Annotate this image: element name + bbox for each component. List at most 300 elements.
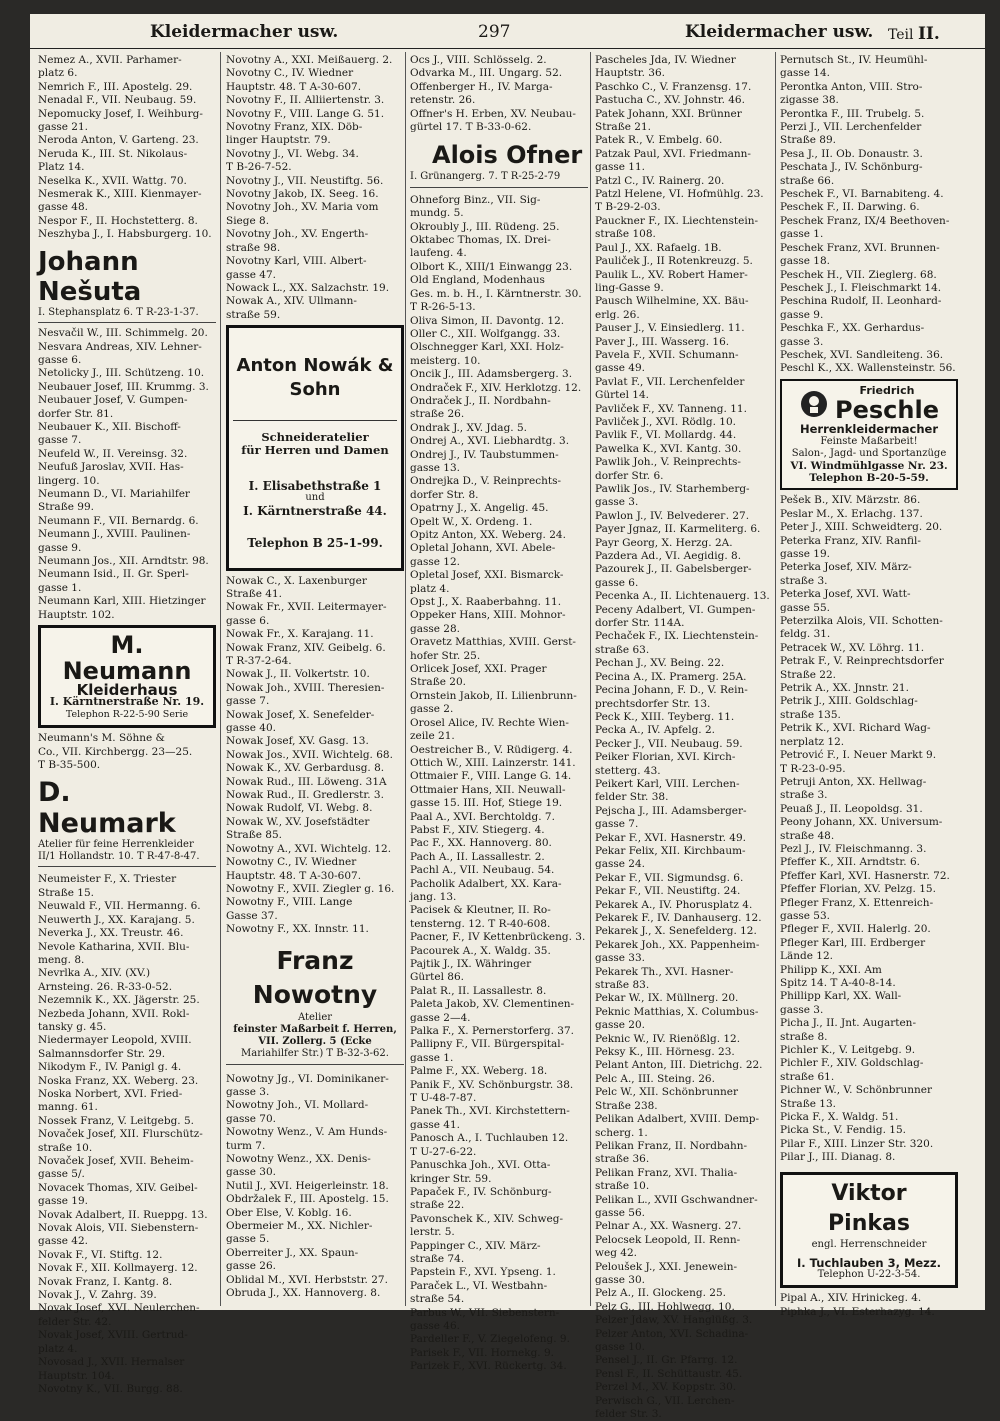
directory-page (30, 14, 985, 1421)
ad-line: feinster Maßarbeit f. Herren, (233, 1023, 397, 1035)
directory-entry-line: Novotny Franz, XIX. Döb- (226, 121, 363, 134)
ad-viktor-pinkas (780, 1172, 958, 1288)
directory-entry-line: gasse 70. (226, 1112, 277, 1125)
directory-entry-line: Neufeld W., II. Vereinsg. 32. (38, 447, 188, 460)
directory-entry-line: gasse 14. (780, 67, 831, 80)
directory-entry-line: Straße 99. (38, 501, 94, 514)
directory-entry-line: Payer Jgnaz, II. Karmeliterg. 6. (595, 523, 761, 536)
directory-entry-line: Neumann Karl, XIII. Hietzinger (38, 595, 206, 608)
directory-entry-line: Novotny A., XXI. Meißauerg. 2. (226, 54, 393, 66)
directory-entry-line: Pawlik Jos., IV. Starhemberg- (595, 483, 750, 495)
directory-entry-line: straße 59. (226, 308, 281, 321)
directory-entry-line: Gürtel 14. (595, 389, 649, 402)
directory-entry-line: Oberreiter J., XX. Spaun- (226, 1246, 359, 1259)
directory-entry-line: Neubauer Josef, III. Krummg. 3. (38, 380, 209, 393)
directory-entry-line: gasse 21. (38, 121, 89, 134)
directory-entry-line: Straße 21. (595, 121, 651, 134)
directory-entry-line: Hauptstr. 36. (595, 67, 665, 80)
directory-entry-line: Pallipny F., VII. Bürgerspital- (410, 1038, 565, 1051)
directory-entry-line: Pelzer Jdaw, XV. Hanglüßg. 3. (595, 1314, 753, 1327)
directory-entry-line: gasse 19. (38, 1195, 89, 1208)
directory-entry-line: Neubauer K., XII. Bischoff- (38, 420, 181, 433)
directory-entry-line: Pfleger Karl, III. Erdberger (780, 936, 926, 949)
ad-line: II/1 Hollandstr. 10. T R-47-8-47. (38, 851, 200, 863)
directory-entry-line: Pekarek Joh., XX. Pappenheim- (595, 938, 760, 951)
directory-entry-line: turm 7. (226, 1139, 266, 1152)
directory-entry-line: Pesa J., II. Ob. Donaustr. 3. (780, 147, 923, 160)
directory-entry-line: Petracek W., XV. Löhrg. 11. (780, 641, 925, 654)
directory-entry-line: Pfeffer Karl, XVI. Hasnerstr. 72. (780, 869, 950, 882)
directory-entry-line: Patzl C., IV. Rainerg. 20. (595, 174, 725, 187)
directory-entry-line: Pešek B., XIV. Märzstr. 86. (780, 494, 921, 507)
directory-entry-line: Ondrejka D., V. Reinprechts- (410, 475, 562, 488)
directory-entry-line: tansky g. 45. (38, 1020, 107, 1033)
directory-entry-line: Peiker Florian, XVI. Kirch- (595, 751, 736, 764)
directory-entry-line: straße 83. (595, 979, 650, 992)
directory-entry-line: Okroubly J., III. Rüdeng. 25. (410, 220, 560, 233)
directory-entry-line: Pechaček F., IX. Liechtenstein- (595, 630, 759, 643)
entry-list (226, 575, 404, 936)
entry-list (38, 873, 216, 1395)
directory-entry-line: Pardeller F., V. Ziegelofeng. 9. (410, 1333, 570, 1346)
directory-entry-line: Papaček F., IV. Schönburg- (410, 1185, 552, 1198)
ad-title: Viktor Pinkas (828, 1180, 910, 1236)
directory-entry-line: straße 63. (595, 643, 650, 656)
directory-entry-line: Palka F., X. Pernerstorferg. 37. (410, 1025, 574, 1038)
directory-entry-line: Oblidal M., XVI. Herbststr. 27. (226, 1273, 388, 1286)
directory-entry-line: Patzak Paul, XVI. Friedmann- (595, 147, 751, 160)
directory-entry-line: Novak Alois, VII. Siebenstern- (38, 1222, 199, 1235)
ad-line: Friedrich (859, 383, 915, 397)
directory-entry-line: Pacourek A., X. Waldg. 35. (410, 944, 551, 957)
directory-entry-line: Oller C., XII. Wolfgangg. 33. (410, 327, 561, 340)
directory-entry-line: Neumann F., VII. Bernardg. 6. (38, 514, 199, 527)
directory-entry-line: Olbort K., XIII/1 Einwangg 23. (410, 260, 573, 273)
directory-entry-line: Pekarek Th., XVI. Hasner- (595, 965, 734, 978)
ad-address: I. Stephansplatz 6. T R-23-1-37. (38, 306, 199, 318)
directory-entry-line: Ges. m. b. H., I. Kärntnerstr. 30. (410, 287, 582, 300)
directory-entry-line: Nowak J., II. Volkertstr. 10. (226, 668, 370, 681)
directory-entry-line: Salmannsdorfer Str. 29. (38, 1047, 166, 1060)
directory-entry-line: Neruda K., III. St. Nikolaus- (38, 147, 188, 160)
directory-entry-line: Opitz Anton, XX. Weberg. 24. (410, 529, 566, 541)
directory-entry-line: Straße 238. (595, 1099, 658, 1112)
directory-entry-line: Neverka J., XX. Treustr. 46. (38, 927, 184, 940)
directory-entry-line: Platz 14. (38, 161, 85, 174)
directory-entry-line: gasse 7. (38, 434, 82, 447)
directory-entry-line: Parbus W., VII. Siebenstern- (410, 1306, 560, 1319)
column-divider (220, 52, 221, 1306)
directory-entry-line: Paschko C., V. Franzensg. 17. (595, 80, 752, 93)
directory-entry-line: gasse 55. (780, 601, 831, 614)
directory-entry-line: Pfeffer K., XII. Arndtstr. 6. (780, 856, 920, 869)
directory-entry-line: gasse 6. (595, 576, 639, 589)
directory-entry-line: erlg. 26. (595, 308, 640, 321)
directory-entry-line: Nemez A., XVII. Parhamer- (38, 54, 182, 66)
directory-entry-line: Olschnegger Karl, XXI. Holz- (410, 341, 564, 354)
directory-entry-line: Nevrlka A., XIV. (XV.) (38, 967, 151, 980)
directory-entry-line: Paul J., XX. Rafaelg. 1B. (595, 241, 722, 254)
directory-entry-line: Novotny K., VII. Burgg. 88. (38, 1382, 183, 1395)
directory-entry-line: Neumann D., VI. Mariahilfer (38, 487, 190, 500)
directory-entry-line: gasse 1. (410, 1051, 454, 1064)
directory-entry-line: Neroda Anton, V. Garteng. 23. (38, 134, 199, 147)
directory-entry-line: Ondraček J., II. Nordbahn- (410, 394, 551, 407)
directory-entry-line: Picha J., II. Jnt. Augarten- (780, 1017, 916, 1030)
directory-entry-line: gasse 11. (595, 161, 646, 174)
ad-title: Peschle (835, 396, 939, 425)
directory-entry-line: T U-27-6-22. (410, 1145, 477, 1158)
directory-entry-line: Nowotny C., IV. Wiedner (226, 856, 357, 869)
ad-phone: Telephon B-20-5-59. (809, 471, 929, 484)
directory-entry-line: Offenberger H., IV. Marga- (410, 80, 553, 93)
directory-entry-line: gasse 42. (38, 1235, 89, 1248)
directory-entry-line: straße 3. (780, 574, 828, 587)
directory-entry-line: Nutil J., XVI. Heigerleinstr. 18. (226, 1179, 389, 1192)
directory-entry-line: Obruda J., XX. Hannoverg. 8. (226, 1287, 381, 1300)
directory-entry-line: Gürtel 86. (410, 971, 464, 984)
directory-entry-line: Palme F., XX. Weberg. 18. (410, 1065, 548, 1078)
directory-entry-line: Novotny F., VIII. Lange G. 51. (226, 107, 385, 120)
directory-entry-line: Pecenka A., II. Lichtenauerg. 13. (595, 590, 770, 603)
directory-entry-line: Neszhyba J., I. Habsburgerg. 10. (38, 228, 212, 241)
directory-entry-line: Ondrej A., XVI. Liebhardtg. 3. (410, 435, 570, 448)
directory-entry-line: gasse 24. (595, 858, 646, 871)
directory-entry-line: straße 135. (780, 708, 841, 721)
directory-entry-line: T R-37-2-64. (226, 655, 292, 667)
directory-entry-line: Novotny F., II. Alliiertenstr. 3. (226, 94, 385, 107)
directory-entry-line: straße 108. (595, 228, 656, 241)
directory-entry-line: Novak Josef, XVIII. Gertrud- (38, 1329, 188, 1342)
ad-alois-ofner (410, 139, 588, 187)
directory-entry-line: Picka F., X. Waldg. 51. (780, 1111, 899, 1124)
directory-entry-line: Straße 22. (780, 668, 836, 681)
directory-entry-line: Ornstein Jakob, II. Lilienbrunn- (410, 689, 577, 702)
directory-entry-line: Paulik L., XV. Robert Hamer- (595, 268, 748, 281)
ad-header-row (786, 385, 952, 423)
directory-entry-line: gasse 6. (226, 614, 270, 627)
directory-entry-line: Nesmerak K., XIII. Kienmayer- (38, 188, 202, 201)
directory-entry-line: laufeng. 4. (410, 247, 467, 260)
directory-entry-line: gasse 1. (38, 581, 82, 594)
directory-entry-line: Neufuß Jaroslav, XVII. Has- (38, 461, 184, 474)
directory-entry-line: Phillipp Karl, XX. Wall- (780, 990, 902, 1003)
directory-entry-line: Ottmaier F., VIII. Lange G. 14. (410, 770, 572, 783)
directory-entry-line: T U-48-7-87. (410, 1092, 477, 1105)
directory-entry-line: linger Hauptstr. 79. (226, 134, 331, 147)
directory-entry-line: Pastucha C., XV. Johnstr. 46. (595, 94, 745, 107)
directory-entry-line: Nepomucky Josef, I. Weihburg- (38, 107, 203, 120)
directory-entry-line: Nowak Fr., X. Karajang. 11. (226, 628, 374, 641)
directory-entry-line: straße 10. (595, 1180, 650, 1193)
directory-entry-line: gasse 1. (780, 228, 824, 241)
directory-entry-line: Pilar F., XIII. Linzer Str. 320. (780, 1137, 934, 1150)
directory-entry-line: gasse 2. (410, 703, 454, 716)
directory-entry-line: Pecina A., IX. Pramerg. 25A. (595, 670, 747, 683)
directory-entry-line: Nowotny F., VIII. Lange (226, 896, 353, 909)
directory-entry-line: Novak F., XII. Kollmayerg. 12. (38, 1262, 198, 1275)
directory-entry-line: Pekarek J., X. Senefelderg. 12. (595, 925, 757, 938)
directory-entry-line: Palat R., II. Lassallestr. 8. (410, 984, 547, 997)
directory-entry-line: gasse 13. (410, 461, 461, 474)
directory-entry-line: gasse 7. (595, 818, 639, 831)
directory-entry-line: Pecka A., IV. Apfelg. 2. (595, 724, 715, 737)
directory-entry-line: Pernutsch St., IV. Heumühl- (780, 54, 928, 66)
directory-entry-line: Peterka Franz, XIV. Ranfil- (780, 534, 921, 547)
column-2 (226, 54, 404, 1300)
directory-entry-line: gasse 40. (226, 722, 277, 735)
directory-entry-line: Pausch Wilhelmine, XX. Bäu- (595, 295, 749, 308)
directory-entry-line: Nowotny Jg., VI. Dominikaner- (226, 1072, 389, 1085)
directory-entry-line: zeile 21. (410, 730, 455, 743)
directory-entry-line: Pensel J., II. Gr. Pfarrg. 12. (595, 1354, 738, 1367)
directory-entry-line: gasse 30. (595, 1273, 646, 1286)
directory-entry-line: Nowak Fr., XVII. Leitermayer- (226, 601, 387, 614)
directory-entry-line: Nowak Rudolf, VI. Webg. 8. (226, 802, 373, 815)
directory-entry-line: Panik F., XV. Schönburgstr. 38. (410, 1078, 574, 1091)
directory-entry-line: T B-29-2-03. (595, 201, 661, 214)
directory-entry-line: felder Str. 3. (595, 1408, 662, 1421)
directory-entry-line: straße 61. (780, 1070, 835, 1083)
ad-line: und (305, 492, 325, 504)
directory-entry-line: Novotny Joh., XV. Maria vom (226, 201, 379, 214)
entry-list (38, 327, 216, 621)
directory-entry-line: Opletal Johann, XVI. Abele- (410, 542, 556, 555)
ad-phone: Telephon R-22-5-90 Serie (65, 708, 189, 720)
directory-entry-line: Peceny Adalbert, VI. Gumpen- (595, 603, 756, 616)
directory-entry-line: Petrik A., XX. Jnnstr. 21. (780, 682, 909, 695)
directory-entry-line: gasse 3. (780, 335, 824, 348)
directory-entry-line: gasse 9. (780, 308, 824, 321)
directory-entry-line: Pelnar A., XX. Wasnerg. 27. (595, 1220, 742, 1233)
directory-entry-line: Peknic Matthias, X. Columbus- (595, 1005, 759, 1018)
directory-entry-line: Peikert Karl, VIII. Lerchen- (595, 777, 740, 790)
directory-entry-line: Peterka Josef, XIV. März- (780, 561, 912, 574)
ad-line: Mariahilfer Str.) T B-32-3-62. (241, 1047, 389, 1059)
directory-entry-line: Opatrny J., X. Angelig. 45. (410, 502, 549, 515)
directory-entry-line: Ocs J., VIII. Schlösselg. 2. (410, 54, 547, 66)
directory-entry-line: Peschek Franz, XVI. Brunnen- (780, 241, 940, 254)
directory-entry-line: dorfer Str. 114A. (595, 617, 685, 630)
directory-entry-line: Hauptstr. 48. T A-30-607. (226, 80, 362, 93)
directory-entry-line: Co., VII. Kirchbergg. 23—25. (38, 745, 193, 758)
directory-entry-line: manng. 61. (38, 1101, 98, 1114)
directory-entry-line: Ottich W., XIII. Lainzerstr. 141. (410, 756, 576, 769)
directory-entry-line: Novak Adalbert, II. Rueppg. 13. (38, 1208, 208, 1221)
directory-entry-line: feldg. 31. (780, 628, 831, 641)
directory-entry-line: Pavela F., XVII. Schumann- (595, 348, 739, 361)
ad-phone: Telephon U-22-3-54. (817, 1269, 921, 1281)
directory-entry-line: Pekar F., VII. Sigmundsg. 6. (595, 871, 744, 884)
directory-entry-line: platz 4. (410, 582, 450, 595)
directory-entry-line: Petrik K., XVI. Richard Wag- (780, 722, 931, 735)
directory-entry-line: Pichler F., XIV. Goldschlag- (780, 1057, 924, 1070)
column-3 (410, 54, 588, 1374)
directory-entry-line: Offner's H. Erben, XV. Neubau- (410, 107, 576, 120)
directory-entry-line: gasse 10. (595, 1341, 646, 1353)
directory-entry-line: Peschek, XVI. Sandleiteng. 36. (780, 348, 944, 361)
directory-entry-line: Oktabec Thomas, IX. Drei- (410, 234, 551, 247)
directory-entry-line: Novak F., VI. Stiftg. 12. (38, 1248, 163, 1261)
ad-franz-nowotny (226, 944, 404, 1065)
directory-entry-line: scherg. 1. (595, 1126, 648, 1139)
directory-entry-line: Paver J., III. Wasserg. 16. (595, 335, 730, 348)
directory-entry-line: Pacner, F., IV Kettenbrückeng. 3. (410, 931, 586, 944)
directory-entry-line: Peschek H., VII. Zieglerg. 68. (780, 268, 937, 281)
directory-entry-line: lingerg. 10. (38, 474, 100, 487)
directory-entry-line: Peuaß J., II. Leopoldsg. 31. (780, 802, 923, 815)
directory-entry-line: mundg. 5. (410, 207, 464, 220)
directory-entry-line: straße 26. (410, 408, 465, 421)
directory-entry-line: hofer Str. 25. (410, 649, 481, 662)
directory-entry-line: Novosad J., XVII. Hernalser (38, 1356, 185, 1369)
directory-entry-line: straße 22. (410, 1199, 465, 1212)
directory-entry-line: straße 66. (780, 174, 835, 187)
directory-entry-line: Oravetz Matthias, XVIII. Gerst- (410, 636, 576, 649)
directory-entry-line: Nowotny F., XVII. Ziegler g. 16. (226, 882, 395, 895)
directory-entry-line: gasse 5. (226, 1233, 270, 1246)
directory-entry-line: Peschka F., XX. Gerhardus- (780, 322, 925, 335)
directory-entry-line: Netolicky J., III. Schützeng. 10. (38, 367, 205, 380)
directory-entry-line: Pekar W., IX. Müllnerg. 20. (595, 992, 739, 1005)
directory-entry-line: straße 48. (780, 829, 835, 842)
directory-entry-line: Opelt W., X. Ordeng. 1. (410, 515, 533, 528)
directory-entry-line: gasse 2—4. (410, 1011, 471, 1024)
directory-entry-line: gasse 9. (38, 541, 82, 554)
directory-entry-line: Ondrej J., IV. Taubstummen- (410, 448, 559, 461)
directory-entry-line: Peschek F., VI. Barnabiteng. 4. (780, 188, 944, 201)
directory-entry-line: gasse 47. (226, 268, 277, 281)
directory-entry-line: Peschek F., II. Darwing. 6. (780, 201, 920, 214)
directory-entry-line: Pelz G., III. Hohlwegg. 10. (595, 1300, 735, 1313)
directory-entry-line: Pelikan Adalbert, XVIII. Demp- (595, 1113, 760, 1126)
ad-address: I. Grünangerg. 7. T R-25-2-79 (410, 171, 561, 183)
entry-list (595, 54, 773, 1420)
directory-entry-line: Ondrak J., XV. Jdag. 5. (410, 421, 527, 434)
directory-entry-line: Peloušek J., XXI. Jenewein- (595, 1260, 738, 1273)
directory-entry-line: Nowotny Wenz., V. Am Hunds- (226, 1126, 388, 1139)
ad-title: Anton Nowák & Sohn (233, 336, 397, 421)
directory-entry-line: Pawelka K., XVI. Kantg. 30. (595, 442, 742, 455)
ad-phone: Telephon B 25-1-99. (247, 536, 383, 551)
directory-entry-line: Pechan J., XV. Being. 22. (595, 657, 725, 670)
directory-entry-line: Pelc A., III. Steing. 26. (595, 1072, 715, 1085)
directory-entry-line: Gasse 37. (226, 909, 278, 922)
directory-entry-line: Oppeker Hans, XIII. Mohnor- (410, 609, 566, 622)
directory-entry-line: gasse 56. (595, 1206, 646, 1219)
directory-entry-line: Perzel M., XV. Koppstr. 30. (595, 1381, 737, 1394)
directory-entry-line: Novotny Jakob, IX. Seeg. 16. (226, 188, 379, 201)
directory-entry-line: Nowak C., X. Laxenburger (226, 574, 367, 587)
directory-entry-line: Arnsteing. 26. R-33-0-52. (38, 980, 173, 993)
directory-entry-line: gasse 12. (410, 555, 461, 568)
directory-entry-line: Nowak Joh., XVIII. Theresien- (226, 681, 385, 694)
directory-entry-line: Nossek Franz, V. Leitgebg. 5. (38, 1114, 194, 1127)
directory-entry-line: Pelikan Franz, XVI. Thalia- (595, 1166, 738, 1179)
directory-entry-line: Pauser J., V. Einsiedlerg. 11. (595, 322, 745, 335)
directory-entry-line: Nowotny Joh., VI. Mollard- (226, 1099, 369, 1112)
directory-entry-line: Payr Georg, X. Herzg. 2A. (595, 536, 733, 549)
ad-title: D. Neumark (38, 777, 176, 840)
directory-entry-line: Perontka F., III. Trubelg. 5. (780, 107, 925, 120)
directory-entry-line: Pekarek A., IV. Phorusplatz 4. (595, 898, 753, 911)
directory-entry-line: Perzi J., VII. Lerchenfelder (780, 121, 922, 134)
column-divider (405, 52, 406, 1306)
eagle-emblem-icon (799, 389, 829, 419)
directory-entry-line: Ondraček F., XIV. Herklotzg. 12. (410, 381, 582, 394)
directory-entry-line: Pauliček J., II Rotenkreuzg. 5. (595, 255, 753, 268)
directory-entry-line: Nowak K., XV. Gerbardusg. 8. (226, 762, 385, 775)
directory-entry-line: meng. 8. (38, 953, 85, 966)
directory-entry-line: Novacek Thomas, XIV. Geibel- (38, 1181, 198, 1194)
directory-entry-line: Peslar M., X. Erlachg. 137. (780, 507, 923, 520)
directory-entry-line: Nesvara Andreas, XIV. Lehner- (38, 340, 202, 353)
directory-entry-line: Peksy K., III. Hörnesg. 23. (595, 1046, 735, 1059)
directory-entry-line: Oestreicher B., V. Rüdigerg. 4. (410, 743, 573, 756)
directory-entry-line: straße 74. (410, 1252, 465, 1265)
directory-entry-line: Peschl K., XX. Wallensteinstr. 56. (780, 362, 956, 375)
directory-entry-line: gasse 20. (595, 1019, 646, 1032)
directory-entry-line: Novaček Josef, XVII. Beheim- (38, 1155, 194, 1167)
directory-entry-line: Nowak Rud., III. Löweng. 31A (226, 775, 387, 788)
directory-entry-line: felder Str. 42. (38, 1315, 112, 1328)
ad-line: I. Elisabethstraße 1 (248, 478, 382, 493)
directory-entry-line: Obdržalek F., III. Apostelg. 15. (226, 1193, 389, 1206)
ad-line: Herrenkleidermacher (799, 422, 938, 437)
directory-entry-line: Pejscha J., III. Adamsberger- (595, 804, 747, 817)
directory-entry-line: felder Str. 38. (595, 791, 669, 804)
directory-entry-line: Pfleger Franz, X. Ettenreich- (780, 896, 934, 909)
directory-entry-line: retenstr. 26. (410, 94, 476, 107)
directory-entry-line: Pelocsek Leopold, II. Renn- (595, 1233, 741, 1246)
directory-entry-line: Picka St., V. Fendig. 15. (780, 1124, 906, 1137)
directory-entry-line: Pezl J., IV. Fleischmanng. 3. (780, 842, 927, 855)
directory-entry-line: Nowotny A., XVI. Wichtelg. 12. (226, 842, 392, 855)
directory-entry-line: Peschata J., IV. Schönburg- (780, 161, 923, 174)
directory-entry-line: Piphka J., VI. Esterhazyg. 14. (780, 1305, 935, 1318)
directory-entry-line: Perwisch G., VII. Lerchen- (595, 1394, 735, 1407)
directory-entry-line: Neuwerth J., XX. Karajang. 5. (38, 913, 195, 926)
directory-entry-line: Nowak A., XIV. Ullmann- (226, 295, 357, 308)
ad-address: I. Kärntnerstraße Nr. 19. (49, 695, 205, 709)
directory-entry-line: Papstein F., XVI. Ypseng. 1. (410, 1266, 556, 1279)
directory-entry-line: Novotny J., VII. Neustiftg. 56. (226, 174, 384, 187)
directory-entry-line: Novak Josef, XVI. Neulerchen- (38, 1302, 200, 1315)
ad-line: Atelier (297, 1011, 333, 1023)
directory-entry-line: T B-35-500. (38, 759, 101, 772)
ad-line: I. Kärntnerstraße 44. (243, 503, 387, 518)
directory-entry-line: Pachl A., VII. Neubaug. 54. (410, 864, 555, 877)
directory-entry-line: Straße 20. (410, 676, 466, 689)
directory-entry-line: Pelikan Franz, II. Nordbahn- (595, 1139, 748, 1152)
directory-entry-line: gasse 48. (38, 201, 89, 214)
directory-entry-line: gasse 33. (595, 952, 646, 965)
directory-entry-line: Pecina Johann, F. D., V. Rein- (595, 684, 748, 697)
ad-line: Salon-, Jagd- und Sportanzüge (791, 447, 947, 459)
directory-entry-line: T R-26-5-13. (410, 301, 476, 314)
directory-entry-line: gasse 5/. (38, 1168, 85, 1181)
directory-entry-line: stetterg. 43. (595, 764, 661, 777)
directory-entry-line: gasse 7. (226, 695, 270, 708)
directory-entry-line: straße 36. (595, 1153, 650, 1166)
ad-line: engl. Herrenschneider (811, 1238, 927, 1250)
directory-entry-line: Nowak Josef, X. Senefelder- (226, 708, 375, 721)
ad-line: Schneideratelier (261, 430, 369, 445)
directory-entry-line: Panosch A., I. Tuchlauben 12. (410, 1132, 569, 1145)
ad-line: Atelier für feine Herrenkleider (38, 839, 194, 851)
directory-entry-line: ling-Gasse 9. (595, 281, 664, 294)
ad-line: für Herren und Damen (241, 442, 389, 457)
